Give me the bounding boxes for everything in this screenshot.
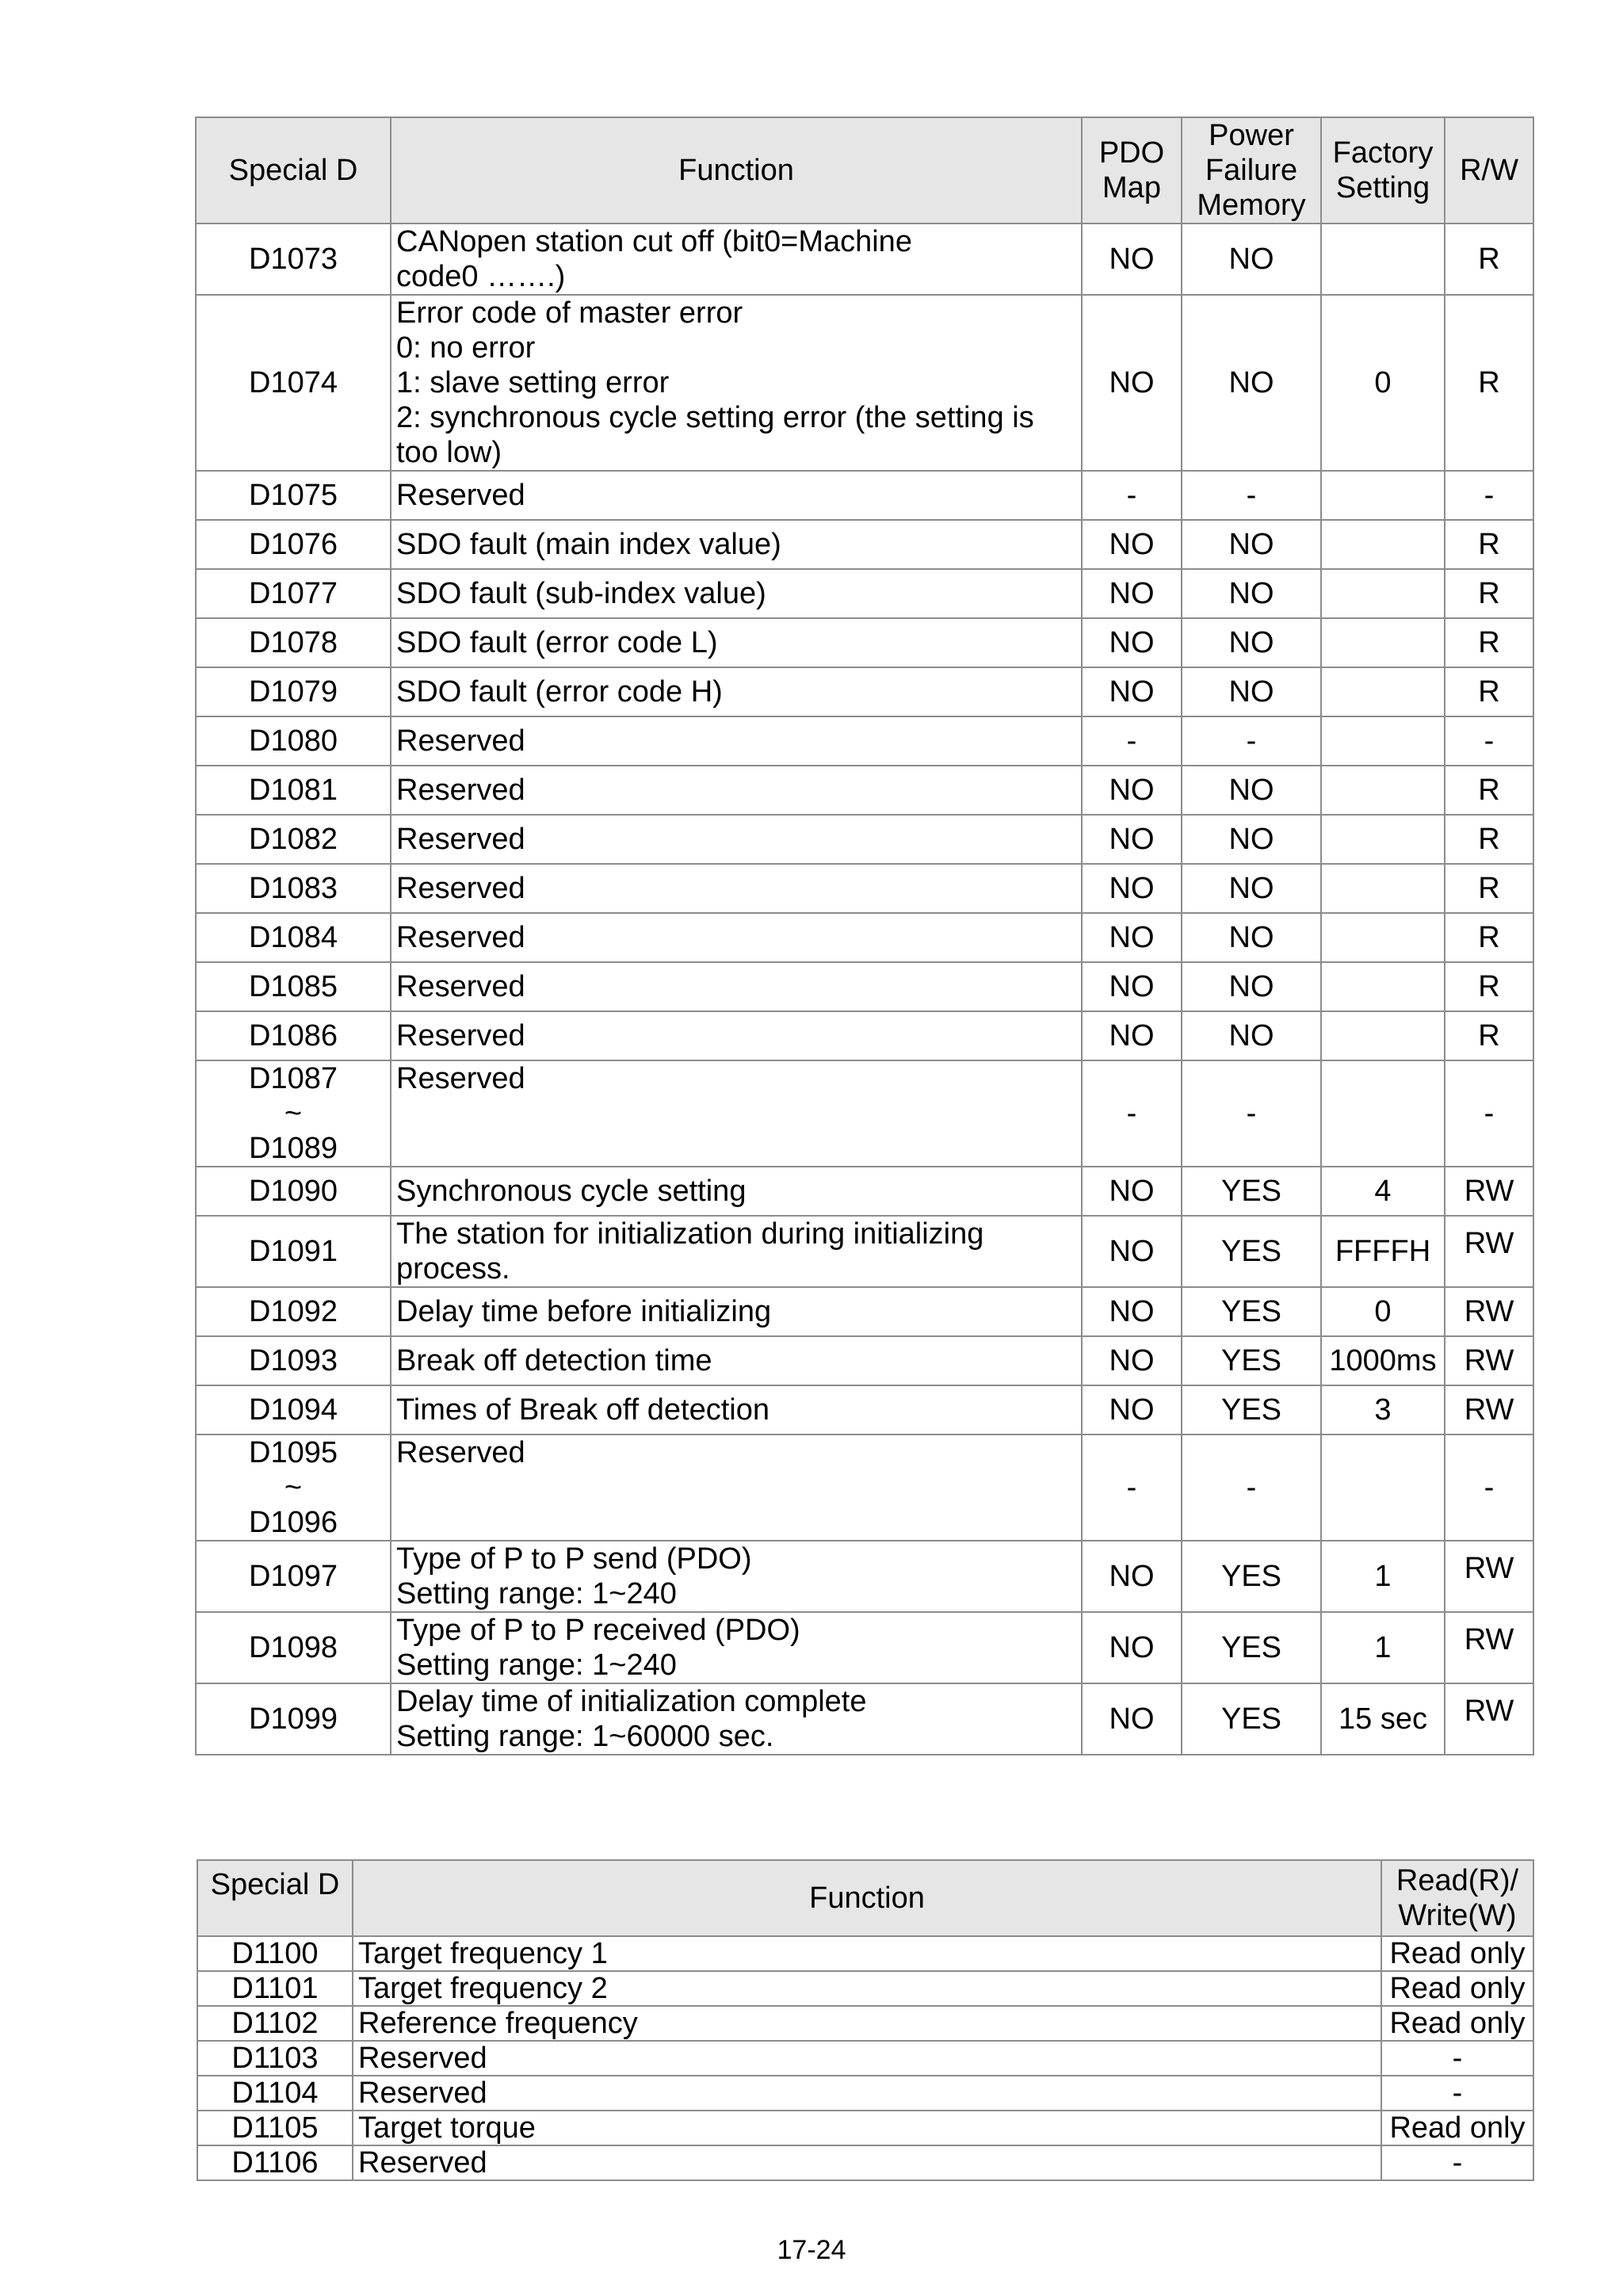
cell-rw: R xyxy=(1445,667,1533,716)
cell-factory-setting xyxy=(1321,815,1445,864)
cell-power-failure-memory: YES xyxy=(1182,1541,1321,1612)
table-header-row xyxy=(196,117,1533,223)
cell-rw: R xyxy=(1445,569,1533,618)
cell-pdo-map: NO xyxy=(1082,667,1182,716)
cell-function: Error code of master error 0: no error 1: slave setting error 2: synchronous cycle setting error (the setting is too low) xyxy=(391,295,1082,471)
cell-function: Type of P to P send (PDO) Setting range: 1~240 xyxy=(391,1541,1082,1612)
cell-function: Reserved xyxy=(391,1435,1082,1541)
cell-power-failure-memory: NO xyxy=(1182,766,1321,815)
cell-pdo-map: NO xyxy=(1082,1385,1182,1435)
table-row xyxy=(196,1216,1533,1287)
cell-rw: RW xyxy=(1445,1541,1533,1612)
table-body xyxy=(197,1936,1533,2180)
cell-factory-setting: 0 xyxy=(1321,295,1445,471)
cell-read-write: Read only xyxy=(1381,1971,1533,2006)
cell-read-write: - xyxy=(1381,2041,1533,2076)
cell-rw: R xyxy=(1445,962,1533,1011)
cell-read-write: Read only xyxy=(1381,1936,1533,1971)
cell-pdo-map: NO xyxy=(1082,223,1182,295)
cell-power-failure-memory: - xyxy=(1182,471,1321,520)
cell-special-d: D1093 xyxy=(196,1336,391,1385)
cell-function: Reserved xyxy=(391,913,1082,962)
table-row xyxy=(196,295,1533,471)
cell-function: Reserved xyxy=(391,471,1082,520)
cell-special-d: D1084 xyxy=(196,913,391,962)
cell-power-failure-memory: NO xyxy=(1182,520,1321,569)
table-row xyxy=(196,471,1533,520)
cell-special-d: D1077 xyxy=(196,569,391,618)
cell-pdo-map: NO xyxy=(1082,618,1182,667)
table-row xyxy=(197,2076,1533,2111)
cell-factory-setting xyxy=(1321,1060,1445,1167)
cell-factory-setting: 1 xyxy=(1321,1612,1445,1683)
cell-pdo-map: NO xyxy=(1082,815,1182,864)
cell-rw: R xyxy=(1445,864,1533,913)
cell-pdo-map: NO xyxy=(1082,913,1182,962)
cell-power-failure-memory: NO xyxy=(1182,962,1321,1011)
cell-special-d: D1103 xyxy=(197,2041,353,2076)
cell-special-d: D1099 xyxy=(196,1683,391,1755)
cell-special-d: D1091 xyxy=(196,1216,391,1287)
cell-function: The station for initialization during initializing process. xyxy=(391,1216,1082,1287)
cell-factory-setting xyxy=(1321,618,1445,667)
cell-rw: RW xyxy=(1445,1612,1533,1683)
cell-power-failure-memory: - xyxy=(1182,716,1321,766)
cell-pdo-map: NO xyxy=(1082,1336,1182,1385)
table-row xyxy=(196,1011,1533,1060)
cell-factory-setting xyxy=(1321,962,1445,1011)
cell-rw: R xyxy=(1445,913,1533,962)
cell-function: Reserved xyxy=(391,962,1082,1011)
cell-power-failure-memory: YES xyxy=(1182,1216,1321,1287)
cell-function: CANopen station cut off (bit0=Machine code0 …….) xyxy=(391,223,1082,295)
cell-special-d: D1102 xyxy=(197,2006,353,2041)
table-row xyxy=(197,1936,1533,1971)
cell-special-d: D1098 xyxy=(196,1612,391,1683)
header-pdo-map: PDO Map xyxy=(1082,117,1182,223)
cell-factory-setting: 15 sec xyxy=(1321,1683,1445,1755)
table-row xyxy=(196,1612,1533,1683)
cell-read-write: Read only xyxy=(1381,2006,1533,2041)
cell-special-d: D1085 xyxy=(196,962,391,1011)
cell-pdo-map: NO xyxy=(1082,295,1182,471)
cell-power-failure-memory: YES xyxy=(1182,1287,1321,1336)
cell-pdo-map: NO xyxy=(1082,569,1182,618)
cell-power-failure-memory: YES xyxy=(1182,1167,1321,1216)
cell-special-d: D1097 xyxy=(196,1541,391,1612)
cell-special-d: D1090 xyxy=(196,1167,391,1216)
cell-function: Reference frequency xyxy=(353,2006,1381,2041)
cell-rw: - xyxy=(1445,1435,1533,1541)
cell-rw: R xyxy=(1445,766,1533,815)
table-row xyxy=(196,1385,1533,1435)
cell-factory-setting xyxy=(1321,569,1445,618)
cell-pdo-map: NO xyxy=(1082,766,1182,815)
cell-pdo-map: NO xyxy=(1082,1683,1182,1755)
cell-factory-setting xyxy=(1321,766,1445,815)
table-row xyxy=(196,1060,1533,1167)
cell-factory-setting xyxy=(1321,864,1445,913)
cell-special-d: D1076 xyxy=(196,520,391,569)
table-row xyxy=(196,1336,1533,1385)
cell-special-d: D1073 xyxy=(196,223,391,295)
cell-function: Reserved xyxy=(391,864,1082,913)
cell-factory-setting xyxy=(1321,223,1445,295)
cell-rw: RW xyxy=(1445,1385,1533,1435)
cell-special-d: D1104 xyxy=(197,2076,353,2111)
cell-special-d: D1100 xyxy=(197,1936,353,1971)
cell-special-d: D1094 xyxy=(196,1385,391,1435)
cell-factory-setting xyxy=(1321,1011,1445,1060)
table-row xyxy=(196,962,1533,1011)
cell-factory-setting: 0 xyxy=(1321,1287,1445,1336)
cell-special-d: D1105 xyxy=(197,2111,353,2145)
header-read-write: Read(R)/ Write(W) xyxy=(1381,1860,1533,1936)
cell-rw: RW xyxy=(1445,1167,1533,1216)
cell-function: Target torque xyxy=(353,2111,1381,2145)
table-row xyxy=(196,716,1533,766)
cell-rw: RW xyxy=(1445,1336,1533,1385)
table-row xyxy=(197,1971,1533,2006)
cell-special-d: D1081 xyxy=(196,766,391,815)
cell-special-d: D1078 xyxy=(196,618,391,667)
cell-factory-setting xyxy=(1321,471,1445,520)
cell-function: SDO fault (main index value) xyxy=(391,520,1082,569)
cell-rw: RW xyxy=(1445,1683,1533,1755)
cell-function: Reserved xyxy=(391,815,1082,864)
cell-special-d: D1082 xyxy=(196,815,391,864)
table-row xyxy=(196,1287,1533,1336)
header-rw: R/W xyxy=(1445,117,1533,223)
table-row xyxy=(196,1167,1533,1216)
cell-factory-setting: 1 xyxy=(1321,1541,1445,1612)
cell-function: Reserved xyxy=(391,716,1082,766)
cell-function: Target frequency 2 xyxy=(353,1971,1381,2006)
cell-pdo-map: - xyxy=(1082,1435,1182,1541)
cell-special-d: D1106 xyxy=(197,2145,353,2180)
special-d-table-2 xyxy=(197,1859,1534,2181)
cell-pdo-map: NO xyxy=(1082,1287,1182,1336)
cell-special-d: D1079 xyxy=(196,667,391,716)
table-row xyxy=(196,520,1533,569)
cell-power-failure-memory: NO xyxy=(1182,815,1321,864)
cell-power-failure-memory: YES xyxy=(1182,1336,1321,1385)
cell-function: Synchronous cycle setting xyxy=(391,1167,1082,1216)
header-special-d: Special D xyxy=(197,1860,353,1936)
cell-special-d: D1095 ~ D1096 xyxy=(196,1435,391,1541)
cell-special-d: D1075 xyxy=(196,471,391,520)
cell-factory-setting: FFFFH xyxy=(1321,1216,1445,1287)
cell-pdo-map: NO xyxy=(1082,1011,1182,1060)
cell-power-failure-memory: NO xyxy=(1182,295,1321,471)
cell-function: Reserved xyxy=(391,1060,1082,1167)
cell-pdo-map: NO xyxy=(1082,1167,1182,1216)
cell-rw: R xyxy=(1445,618,1533,667)
cell-power-failure-memory: - xyxy=(1182,1060,1321,1167)
cell-function: Delay time before initializing xyxy=(391,1287,1082,1336)
cell-pdo-map: NO xyxy=(1082,520,1182,569)
cell-factory-setting: 1000ms xyxy=(1321,1336,1445,1385)
table-row xyxy=(196,618,1533,667)
cell-rw: - xyxy=(1445,1060,1533,1167)
cell-pdo-map: - xyxy=(1082,716,1182,766)
cell-rw: R xyxy=(1445,520,1533,569)
cell-power-failure-memory: NO xyxy=(1182,1011,1321,1060)
header-function: Function xyxy=(391,117,1082,223)
cell-rw: R xyxy=(1445,295,1533,471)
cell-factory-setting: 4 xyxy=(1321,1167,1445,1216)
cell-power-failure-memory: NO xyxy=(1182,913,1321,962)
cell-pdo-map: NO xyxy=(1082,1541,1182,1612)
cell-pdo-map: NO xyxy=(1082,1612,1182,1683)
cell-function: Reserved xyxy=(353,2076,1381,2111)
cell-rw: RW xyxy=(1445,1216,1533,1287)
cell-special-d: D1074 xyxy=(196,295,391,471)
cell-power-failure-memory: NO xyxy=(1182,864,1321,913)
cell-function: Times of Break off detection xyxy=(391,1385,1082,1435)
cell-function: SDO fault (error code L) xyxy=(391,618,1082,667)
cell-power-failure-memory: - xyxy=(1182,1435,1321,1541)
table-row xyxy=(196,1435,1533,1541)
cell-read-write: - xyxy=(1381,2145,1533,2180)
cell-function: Reserved xyxy=(391,766,1082,815)
header-function: Function xyxy=(353,1860,1381,1936)
table-row xyxy=(197,2041,1533,2076)
table-row xyxy=(196,815,1533,864)
cell-rw: R xyxy=(1445,815,1533,864)
cell-special-d: D1087 ~ D1089 xyxy=(196,1060,391,1167)
cell-power-failure-memory: NO xyxy=(1182,618,1321,667)
page-number: 17-24 xyxy=(777,2235,846,2265)
table-body xyxy=(196,223,1533,1755)
table-row xyxy=(196,1541,1533,1612)
cell-special-d: D1080 xyxy=(196,716,391,766)
header-power-failure-memory: Power Failure Memory xyxy=(1182,117,1321,223)
table-row xyxy=(196,569,1533,618)
table-row xyxy=(197,2111,1533,2145)
cell-factory-setting xyxy=(1321,520,1445,569)
header-factory-setting: Factory Setting xyxy=(1321,117,1445,223)
cell-function: Type of P to P received (PDO) Setting range: 1~240 xyxy=(391,1612,1082,1683)
table-row xyxy=(196,766,1533,815)
cell-function: Break off detection time xyxy=(391,1336,1082,1385)
cell-function: Target frequency 1 xyxy=(353,1936,1381,1971)
cell-rw: RW xyxy=(1445,1287,1533,1336)
cell-rw: R xyxy=(1445,1011,1533,1060)
cell-function: Reserved xyxy=(391,1011,1082,1060)
table-row xyxy=(196,913,1533,962)
table-row xyxy=(196,1683,1533,1755)
cell-function: SDO fault (error code H) xyxy=(391,667,1082,716)
cell-special-d: D1083 xyxy=(196,864,391,913)
cell-power-failure-memory: NO xyxy=(1182,667,1321,716)
header-special-d: Special D xyxy=(196,117,391,223)
cell-special-d: D1101 xyxy=(197,1971,353,2006)
cell-power-failure-memory: NO xyxy=(1182,223,1321,295)
cell-power-failure-memory: NO xyxy=(1182,569,1321,618)
cell-function: SDO fault (sub-index value) xyxy=(391,569,1082,618)
cell-power-failure-memory: YES xyxy=(1182,1683,1321,1755)
table-row xyxy=(197,2145,1533,2180)
cell-power-failure-memory: YES xyxy=(1182,1385,1321,1435)
cell-read-write: - xyxy=(1381,2076,1533,2111)
cell-rw: R xyxy=(1445,223,1533,295)
table-row xyxy=(196,223,1533,295)
cell-function: Reserved xyxy=(353,2041,1381,2076)
cell-factory-setting xyxy=(1321,716,1445,766)
cell-pdo-map: NO xyxy=(1082,864,1182,913)
table-row xyxy=(196,864,1533,913)
cell-factory-setting xyxy=(1321,667,1445,716)
cell-factory-setting: 3 xyxy=(1321,1385,1445,1435)
table-row xyxy=(197,2006,1533,2041)
cell-function: Delay time of initialization complete Setting range: 1~60000 sec. xyxy=(391,1683,1082,1755)
table-header-row xyxy=(197,1860,1533,1936)
table-row xyxy=(196,667,1533,716)
cell-rw: - xyxy=(1445,471,1533,520)
cell-function: Reserved xyxy=(353,2145,1381,2180)
cell-pdo-map: NO xyxy=(1082,962,1182,1011)
special-d-table-1 xyxy=(195,117,1534,1755)
cell-special-d: D1086 xyxy=(196,1011,391,1060)
cell-rw: - xyxy=(1445,716,1533,766)
cell-pdo-map: NO xyxy=(1082,1216,1182,1287)
cell-factory-setting xyxy=(1321,913,1445,962)
cell-pdo-map: - xyxy=(1082,471,1182,520)
cell-read-write: Read only xyxy=(1381,2111,1533,2145)
cell-special-d: D1092 xyxy=(196,1287,391,1336)
cell-power-failure-memory: YES xyxy=(1182,1612,1321,1683)
cell-factory-setting xyxy=(1321,1435,1445,1541)
cell-pdo-map: - xyxy=(1082,1060,1182,1167)
